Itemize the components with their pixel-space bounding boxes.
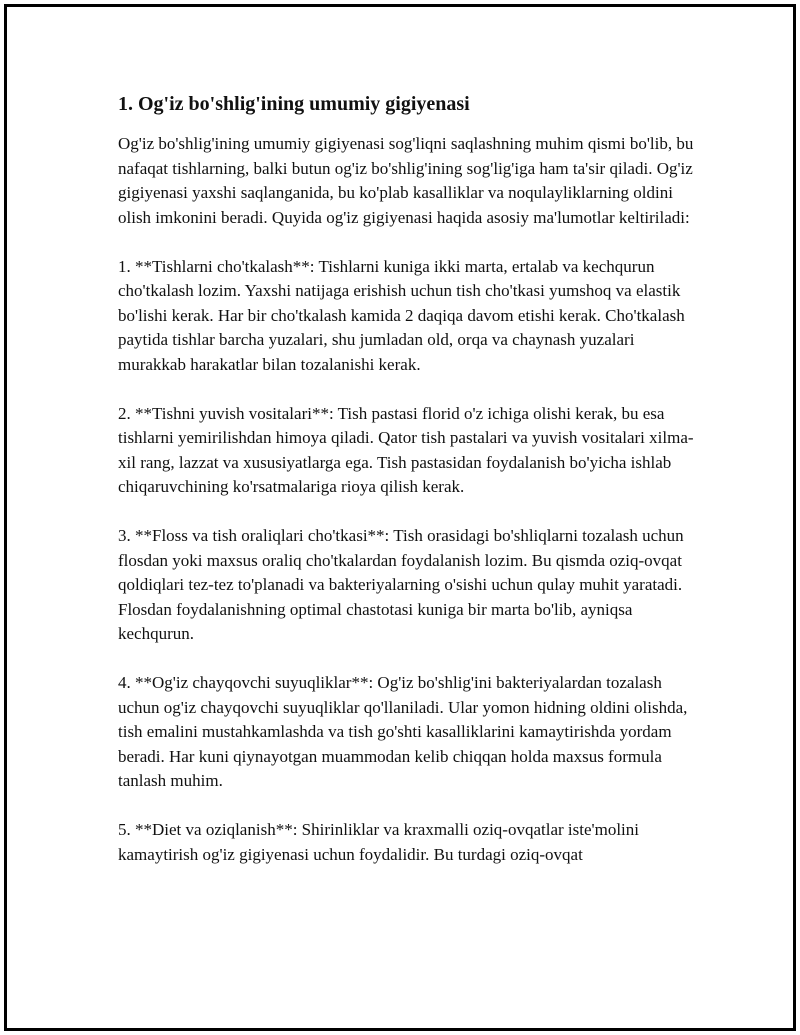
item-3-paragraph: 3. **Floss va tish oraliqlari cho'tkasi**: Tish orasidagi bo'shliqlarni tozalash uchun flosdan yoki maxsus oraliq cho'tkalardan foydalanish lozim. Bu qismda oziq-ovqat qoldiqlari tez-tez to'planadi va bakteriyalarning o'sishi uchun qulay muhit yaratadi. Flosdan foydalanishning optimal chastotasi kuniga bir marta bo'lib, ayniqsa kechqurun. <box>118 526 684 643</box>
item-2-paragraph: 2. **Tishni yuvish vositalari**: Tish pastasi florid o'z ichiga olishi kerak, bu esa tishlarni yemirilishdan himoya qiladi. Qator tish pastalari va yuvish vositalari xilma-xil rang, lazzat va xususiyatlarga ega. Tish pastasidan foydalanish bo'yicha ishlab chiqaruvchining ko'rsatmalariga rioya qilish kerak. <box>118 403 694 496</box>
document-body <box>118 89 698 892</box>
item-4-paragraph: 4. **Og'iz chayqovchi suyuqliklar**: Og'iz bo'shlig'ini bakteriyalardan tozalash uchun og'iz chayqovchi suyuqliklar qo'llaniladi. Ular yomon hidning oldini olishda, tish emalini mustahkamlashda va tish go'shti kasalliklarini kamaytirishda yordam beradi. Har kuni qiynayotgan muammodan kelib chiqqan holda maxsus formula tanlash muhim. <box>118 673 688 790</box>
intro-paragraph: Og'iz bo'shlig'ining umumiy gigiyenasi sog'liqni saqlashning muhim qismi bo'lib, bu nafaqat tishlarning, balki butun og'iz bo'shlig'ining sog'lig'iga ham ta'sir qiladi. Og'iz gigiyenasi yaxshi saqlanganida, bu ko'plab kasalliklar va noqulayliklarning oldini olish imkonini beradi. Quyida og'iz gigiyenasi haqida asosiy ma'lumotlar keltiriladi: <box>118 134 694 227</box>
section-title: 1. Og'iz bo'shlig'ining umumiy gigiyenasi <box>118 93 470 115</box>
item-1-paragraph: 1. **Tishlarni cho'tkalash**: Tishlarni kuniga ikki marta, ertalab va kechqurun cho'tkalash lozim. Yaxshi natijaga erishish uchun tish cho'tkasi yumshoq va elastik bo'lishi kerak. Har bir cho'tkalash kamida 2 daqiqa davom etishi kerak. Cho'tkalash paytida tishlar barcha yuzalari, shu jumladan old, orqa va chaynash yuzalari murakkab harakatlar bilan tozalanishi kerak. <box>118 256 685 374</box>
item-5-paragraph: 5. **Diet va oziqlanish**: Shirinliklar va kraxmalli oziq-ovqatlar iste'molini kamaytirish og'iz gigiyenasi uchun foydalidir. Bu turdagi oziq-ovqat <box>118 820 639 864</box>
